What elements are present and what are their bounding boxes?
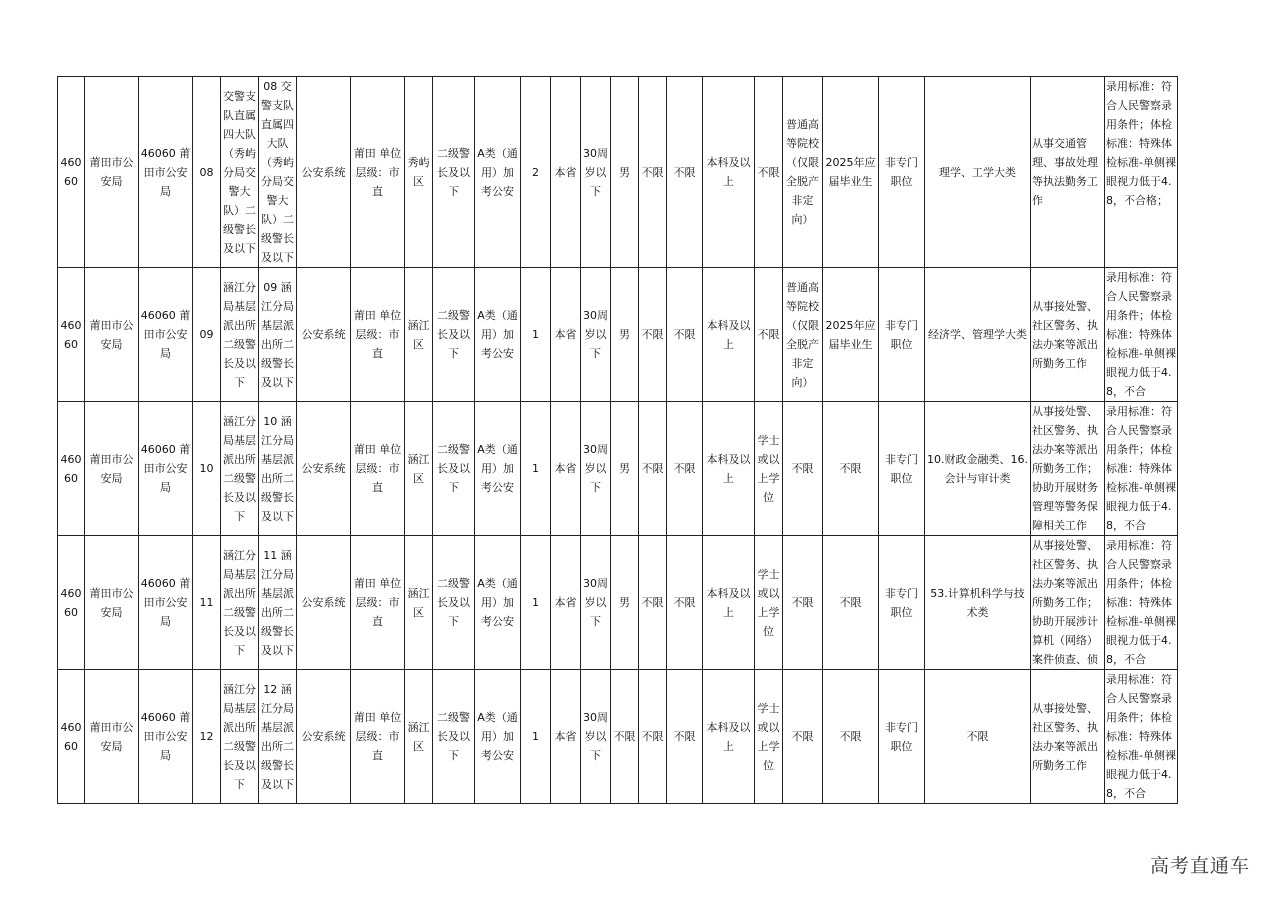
unit-cell: 46060 莆田市公安局 [139, 268, 193, 402]
unit-cell: 46060 莆田市公安局 [139, 536, 193, 670]
major-cell: 不限 [925, 670, 1031, 804]
gender-cell: 男 [611, 77, 639, 268]
table-row [58, 670, 1178, 804]
major-cell: 经济学、管理学大类 [925, 268, 1031, 402]
rank-cell: 二级警长及以下 [433, 536, 475, 670]
duty-cell: 从事接处警、社区警务、执法办案等派出所勤务工作；协助开展涉计算机（网络）案件侦查、侦 [1031, 536, 1105, 670]
notes-cell: 录用标准：符合人民警察录用条件；体检标准：特殊体检标准-单侧裸眼视力低于4.8，不合 [1105, 402, 1178, 536]
school-cell: 不限 [783, 536, 823, 670]
education-cell: 本科及以上 [703, 670, 755, 804]
political-status-cell: 不限 [667, 536, 703, 670]
department-cell: 莆田市公安局 [85, 402, 139, 536]
graduate-cell: 2025年应届毕业生 [823, 268, 879, 402]
degree-cell: 学士或以上学位 [755, 536, 783, 670]
age-cell: 30周岁以下 [581, 670, 611, 804]
unit-level-cell: 莆田 单位层级：市直 [351, 402, 405, 536]
unit-level-cell: 莆田 单位层级：市直 [351, 670, 405, 804]
major-cell: 10.财政金融类、16.会计与审计类 [925, 402, 1031, 536]
exam-type-cell: A类（通用）加考公安 [475, 402, 521, 536]
origin-cell: 本省 [551, 536, 581, 670]
political-status-cell: 不限 [667, 77, 703, 268]
education-cell: 本科及以上 [703, 77, 755, 268]
origin-cell: 本省 [551, 402, 581, 536]
position-full-name-cell: 12 涵江分局基层派出所二级警长及以下 [259, 670, 297, 804]
age-cell: 30周岁以下 [581, 402, 611, 536]
school-cell: 普通高等院校（仅限全脱产非定向） [783, 268, 823, 402]
position-code-cell: 09 [193, 268, 221, 402]
headcount-cell: 2 [521, 77, 551, 268]
watermark-brand: 高考直通车 [1149, 855, 1250, 877]
district-cell: 秀屿区 [405, 77, 433, 268]
notes-cell: 录用标准：符合人民警察录用条件；体检标准：特殊体检标准-单侧裸眼视力低于4.8，不合 [1105, 268, 1178, 402]
age-cell: 30周岁以下 [581, 536, 611, 670]
major-cell: 53.计算机科学与技术类 [925, 536, 1031, 670]
system-cell: 公安系统 [297, 670, 351, 804]
area-code-cell: 46060 [58, 402, 85, 536]
table-row [58, 402, 1178, 536]
degree-cell: 学士或以上学位 [755, 402, 783, 536]
department-cell: 莆田市公安局 [85, 670, 139, 804]
position-name-cell: 涵江分局基层派出所二级警长及以下 [221, 402, 259, 536]
education-cell: 本科及以上 [703, 402, 755, 536]
position-full-name-cell: 11 涵江分局基层派出所二级警长及以下 [259, 536, 297, 670]
headcount-cell: 1 [521, 670, 551, 804]
exam-type-cell: A类（通用）加考公安 [475, 77, 521, 268]
notes-cell: 录用标准：符合人民警察录用条件；体检标准：特殊体检标准-单侧裸眼视力低于4.8，不合格； [1105, 77, 1178, 268]
notes-cell: 录用标准：符合人民警察录用条件；体检标准：特殊体检标准-单侧裸眼视力低于4.8，不合 [1105, 670, 1178, 804]
origin-cell: 本省 [551, 77, 581, 268]
position-name-cell: 涵江分局基层派出所二级警长及以下 [221, 536, 259, 670]
position-code-cell: 08 [193, 77, 221, 268]
political-status-cell: 不限 [667, 402, 703, 536]
job-kind-cell: 非专门职位 [879, 670, 925, 804]
headcount-cell: 1 [521, 268, 551, 402]
graduate-cell: 2025年应届毕业生 [823, 77, 879, 268]
ethnic-cell: 不限 [639, 402, 667, 536]
area-code-cell: 46060 [58, 268, 85, 402]
origin-cell: 本省 [551, 670, 581, 804]
notes-cell: 录用标准：符合人民警察录用条件；体检标准：特殊体检标准-单侧裸眼视力低于4.8，不合 [1105, 536, 1178, 670]
ethnic-cell: 不限 [639, 536, 667, 670]
duty-cell: 从事交通管理、事故处理等执法勤务工作 [1031, 77, 1105, 268]
graduate-cell: 不限 [823, 670, 879, 804]
table-row [58, 536, 1178, 670]
headcount-cell: 1 [521, 536, 551, 670]
duty-cell: 从事接处警、社区警务、执法办案等派出所勤务工作；协助开展财务管理等警务保障相关工作 [1031, 402, 1105, 536]
position-full-name-cell: 10 涵江分局基层派出所二级警长及以下 [259, 402, 297, 536]
job-kind-cell: 非专门职位 [879, 536, 925, 670]
job-kind-cell: 非专门职位 [879, 402, 925, 536]
rank-cell: 二级警长及以下 [433, 77, 475, 268]
exam-type-cell: A类（通用）加考公安 [475, 670, 521, 804]
position-code-cell: 10 [193, 402, 221, 536]
position-name-cell: 交警支队直属四大队（秀屿分局交警大队）二级警长及以下 [221, 77, 259, 268]
position-code-cell: 11 [193, 536, 221, 670]
system-cell: 公安系统 [297, 268, 351, 402]
unit-cell: 46060 莆田市公安局 [139, 670, 193, 804]
exam-type-cell: A类（通用）加考公安 [475, 536, 521, 670]
job-kind-cell: 非专门职位 [879, 77, 925, 268]
rank-cell: 二级警长及以下 [433, 402, 475, 536]
position-name-cell: 涵江分局基层派出所二级警长及以下 [221, 670, 259, 804]
ethnic-cell: 不限 [639, 268, 667, 402]
age-cell: 30周岁以下 [581, 268, 611, 402]
rank-cell: 二级警长及以下 [433, 670, 475, 804]
department-cell: 莆田市公安局 [85, 268, 139, 402]
recruitment-table [57, 76, 1178, 804]
gender-cell: 男 [611, 402, 639, 536]
system-cell: 公安系统 [297, 536, 351, 670]
origin-cell: 本省 [551, 268, 581, 402]
area-code-cell: 46060 [58, 670, 85, 804]
district-cell: 涵江区 [405, 402, 433, 536]
unit-level-cell: 莆田 单位层级：市直 [351, 536, 405, 670]
job-kind-cell: 非专门职位 [879, 268, 925, 402]
position-code-cell: 12 [193, 670, 221, 804]
ethnic-cell: 不限 [639, 77, 667, 268]
table-row [58, 77, 1178, 268]
unit-level-cell: 莆田 单位层级：市直 [351, 77, 405, 268]
gender-cell: 不限 [611, 670, 639, 804]
system-cell: 公安系统 [297, 402, 351, 536]
political-status-cell: 不限 [667, 268, 703, 402]
department-cell: 莆田市公安局 [85, 77, 139, 268]
graduate-cell: 不限 [823, 536, 879, 670]
graduate-cell: 不限 [823, 402, 879, 536]
degree-cell: 学士或以上学位 [755, 670, 783, 804]
district-cell: 涵江区 [405, 268, 433, 402]
education-cell: 本科及以上 [703, 536, 755, 670]
department-cell: 莆田市公安局 [85, 536, 139, 670]
unit-level-cell: 莆田 单位层级：市直 [351, 268, 405, 402]
duty-cell: 从事接处警、社区警务、执法办案等派出所勤务工作 [1031, 268, 1105, 402]
unit-cell: 46060 莆田市公安局 [139, 77, 193, 268]
headcount-cell: 1 [521, 402, 551, 536]
unit-cell: 46060 莆田市公安局 [139, 402, 193, 536]
table-row [58, 268, 1178, 402]
district-cell: 涵江区 [405, 536, 433, 670]
degree-cell: 不限 [755, 268, 783, 402]
school-cell: 不限 [783, 670, 823, 804]
area-code-cell: 46060 [58, 536, 85, 670]
gender-cell: 男 [611, 268, 639, 402]
position-full-name-cell: 08 交警支队直属四大队（秀屿分局交警大队）二级警长及以下 [259, 77, 297, 268]
age-cell: 30周岁以下 [581, 77, 611, 268]
ethnic-cell: 不限 [639, 670, 667, 804]
exam-type-cell: A类（通用）加考公安 [475, 268, 521, 402]
degree-cell: 不限 [755, 77, 783, 268]
rank-cell: 二级警长及以下 [433, 268, 475, 402]
area-code-cell: 46060 [58, 77, 85, 268]
duty-cell: 从事接处警、社区警务、执法办案等派出所勤务工作 [1031, 670, 1105, 804]
system-cell: 公安系统 [297, 77, 351, 268]
school-cell: 普通高等院校（仅限全脱产非定向） [783, 77, 823, 268]
political-status-cell: 不限 [667, 670, 703, 804]
district-cell: 涵江区 [405, 670, 433, 804]
education-cell: 本科及以上 [703, 268, 755, 402]
position-full-name-cell: 09 涵江分局基层派出所二级警长及以下 [259, 268, 297, 402]
position-name-cell: 涵江分局基层派出所二级警长及以下 [221, 268, 259, 402]
gender-cell: 男 [611, 536, 639, 670]
major-cell: 理学、工学大类 [925, 77, 1031, 268]
school-cell: 不限 [783, 402, 823, 536]
